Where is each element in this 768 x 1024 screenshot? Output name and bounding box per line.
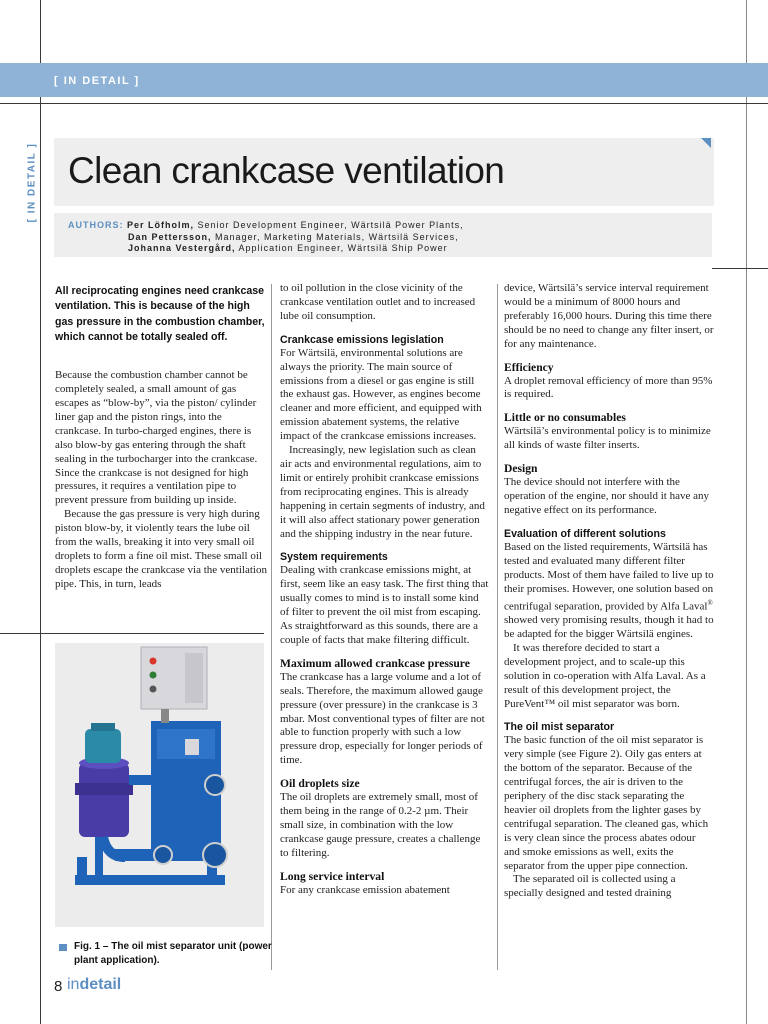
column-3 [504,282,714,901]
section-heading: Crankcase emissions legislation [280,333,444,346]
body-paragraph: Wärtsilä’s environmental policy is to minimize all kinds of waste filter inserts. [504,425,711,452]
registered-mark: ® [707,598,713,607]
oil-mist-separator-unit-image [55,643,264,927]
lead-paragraph: All reciprocating engines need crankcase ventilation. This is because of the high gas pressure in the combustion chamber, which cannot be totally sealed off. [55,285,265,343]
body-paragraph: The crankcase has a large volume and a lot of seals. Therefore, the maximum allowed gauge pressure (over pressure) in the crankcase is 3 mbar. Most conventional types of filter are not able to function properly with such a low pressure drop, especially for longer periods of time. [280,670,485,767]
left-margin-rule [40,0,41,1024]
authors-label: AUTHORS: [68,220,124,230]
body-top-rule-right [712,268,768,269]
author-role: Application Engineer, Wärtsilä Ship Power [235,243,448,253]
section-heading: Oil droplets size [280,777,360,791]
magazine-brand [67,976,121,994]
body-paragraph: For Wärtsilä, environmental solutions are always the priority. The main source of emissions from a diesel or gas engine is still the exhaust gas. However, as engines become cleaner and more efficient, and equipped with emission abatement systems, the relative impact of the crankcase emissions increases. [280,346,482,443]
figure-caption: Fig. 1 – The oil mist separator unit (power plant application). [74,941,272,966]
body-paragraph: The device should not interfere with the operation of the engine, nor should it have any negative effect on its performance. [504,476,709,516]
section-heading: Maximum allowed crankcase pressure [280,656,470,670]
section-heading: System requirements [280,551,388,564]
body-paragraph: The separated oil is collected using a specially designed and tested draining [504,873,676,900]
column-divider [271,284,272,970]
body-paragraph: Because the combustion chamber cannot be completely sealed, a small amount of gas escapes as “blow-by”, via the piston/ cylinder liner gap and the piston rings, into the crankcase. In turbo-charged engines, there is also blow-by gas entering through the shaft sealing in the turbocharger into the crankcase. Since the crankcase is not designed for high pressures, it requires a ventilation pipe to prevent pressure from building up inside. [55,369,258,507]
side-section-tag-text: [ IN DETAIL ] [26,142,38,223]
page-number: 8 [54,978,63,995]
author-line [68,243,464,255]
body-paragraph: device, Wärtsilä’s service interval requirement would be a minimum of 8000 hours and preferably 16,000 hours. During this time there should be no need to change any filter insert, or for any maintenance. [504,282,714,350]
author-line [68,220,464,232]
body-paragraph: Increasingly, new legislation such as clean air acts and environmental regulations, aim to limit or entirely prohibit crankcase emissions from reciprocating engines. This is already happening in certain segments of industry, and it will also affect stationary power generation and the shipping industry in the near future. [280,444,485,540]
author-role: Manager, Marketing Materials, Wärtsilä Services, [211,231,459,242]
body-paragraph: It was therefore decided to start a development project, and to scale-up this solution in co-operation with Alfa Laval. As a result of this development project, the PureVent™ oil mist separator was born. [504,641,706,710]
body-paragraph: The basic function of the oil mist separator is very simple (see Figure 2). Oily gas enters at the bottom of the separator. Because of the centrifugal forces, the air is driven to the periphery of the disc stack separating the heavier oil droplets from the lighter gases by centrifugal separation. The cleaned gas, which is very clean since the process abates odour and smoke emissions as well, exits the separator from the upper pipe connection. [504,734,709,872]
column-divider [497,284,498,970]
body-paragraph [504,541,714,642]
column-1 [55,284,267,592]
body-paragraph: The oil droplets are extremely small, most of them being in the range of 0.2-2 µm. Their small size, in combination with the low crankcase gauge pressure, creates a challenge to filtering. [280,791,481,859]
author-name: Johanna Vestergård, [128,243,236,253]
author-name: Dan Pettersson, [128,231,212,242]
section-heading: Design [504,462,538,476]
author-name: Per Löfholm, [127,220,195,230]
section-tag: [ IN DETAIL ] [54,75,140,87]
header-rule [0,103,768,104]
brand-bold: detail [79,976,122,993]
body-text: showed very promising results, though it had to be adapted for the bigger Wärtsilä engines. [504,614,714,640]
right-margin-rule [746,0,747,1024]
body-text: Based on the listed requirements, Wärtsilä has tested and evaluated many different filter products. Most of them have failed to live up to their promises. However, one solution based on centrifugal separation, provided by Alfa Laval [504,540,714,613]
body-paragraph: Because the gas pressure is very high during piston blow-by, it violently tears the lube oil from the walls, breaking it into very small oil droplets to form a fine oil mist. These small oil droplets escape the crankcase via the ventilation pipe. This, in turn, leads [55,508,267,590]
section-heading: Evaluation of different solutions [504,527,666,540]
section-heading: The oil mist separator [504,721,615,734]
body-paragraph: Dealing with crankcase emissions might, at first, seem like an easy task. The first thing that usually comes to mind is to install some kind of filter to prevent the oil mist from escaping. As straightforward as this sounds, there are a couple of facts that make filtering difficult. [280,564,489,646]
page-title: Clean crankcase ventilation [68,150,505,191]
caption-marker-icon [59,944,67,951]
section-heading: Little or no consumables [504,411,626,425]
body-paragraph: For any crankcase emission abatement [280,883,450,896]
authors-block [68,220,464,255]
body-paragraph: A droplet removal efficiency of more than 95% is required. [504,374,713,401]
figure-photo [55,643,264,927]
author-role: Senior Development Engineer, Wärtsilä Power Plants, [194,220,464,230]
brand-light: in [67,976,80,993]
corner-marker-icon [701,138,711,148]
section-heading: Long service interval [280,869,385,883]
body-paragraph: to oil pollution in the close vicinity of the crankcase ventilation outlet and to increased lube oil consumption. [280,282,476,322]
section-heading: Efficiency [504,360,554,374]
author-line [68,232,464,244]
side-section-tag [12,137,38,223]
column-2 [280,282,490,898]
figure-top-rule [0,633,264,634]
